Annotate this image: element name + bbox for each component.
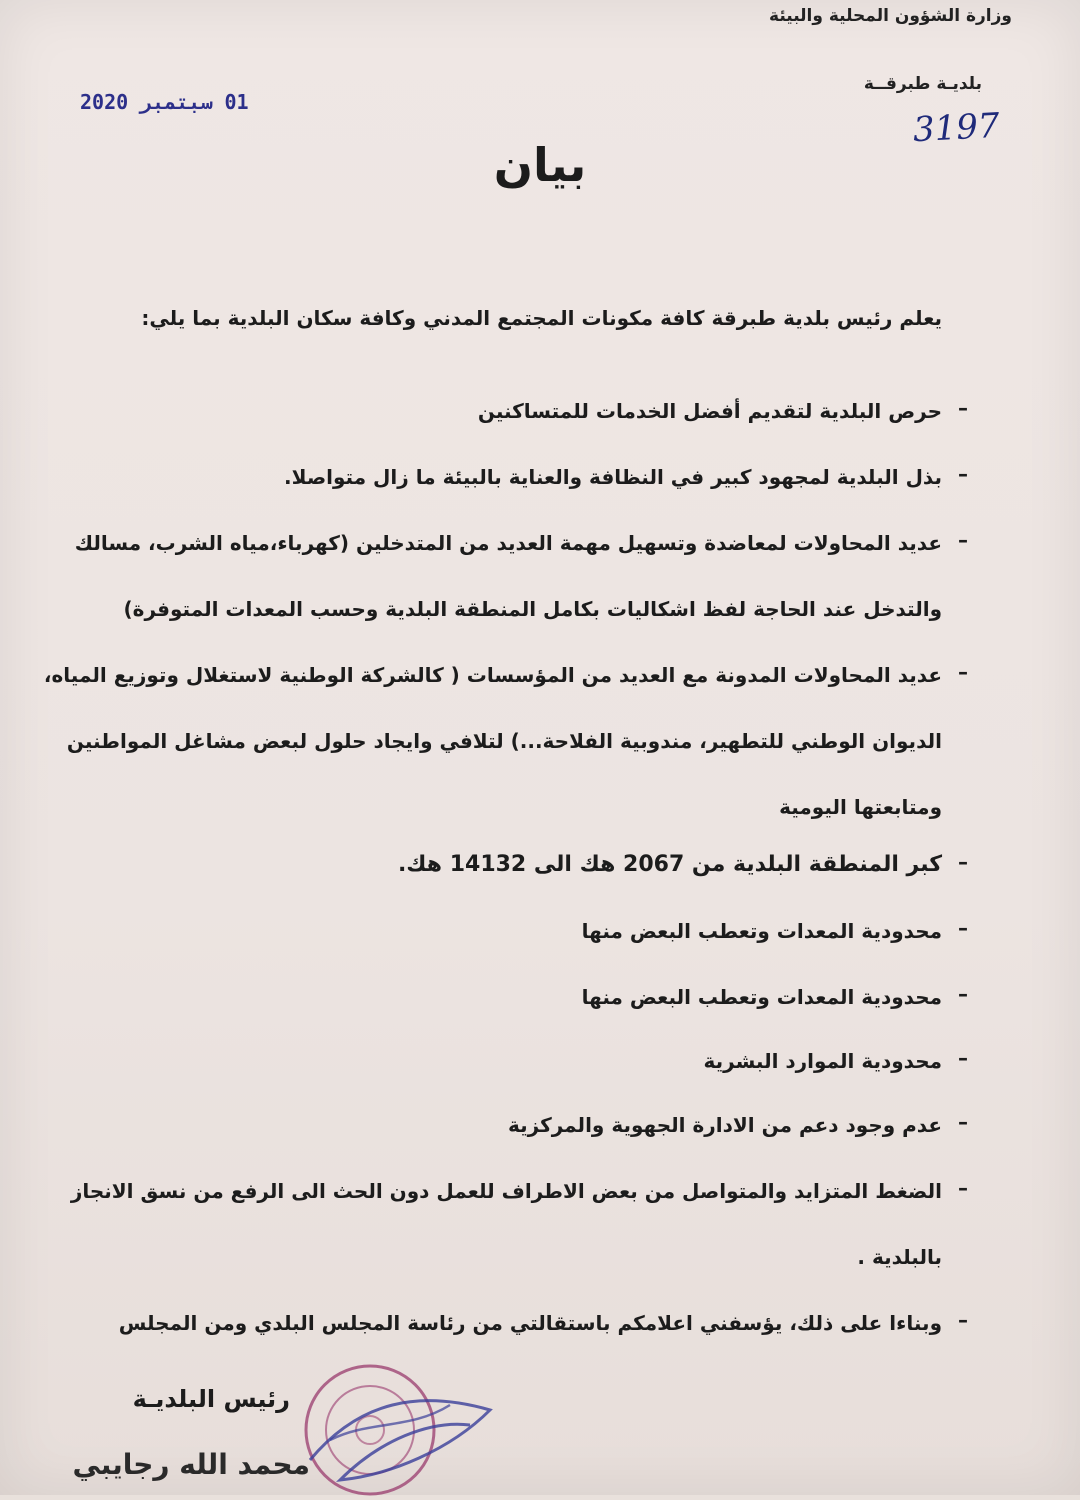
bullet-dash: – [958, 396, 968, 420]
bullet-dash: – [958, 528, 968, 552]
list-item-line: ومتابعتها اليومية [779, 795, 942, 819]
list-item [82, 396, 968, 462]
list-item-line: عدم وجود دعم من الادارة الجهوية والمركزية [508, 1113, 942, 1137]
list-item-line: محدودية الموارد البشرية [703, 1049, 942, 1073]
list-item [82, 1110, 968, 1176]
reference-number: 3197 [912, 105, 1001, 151]
intro-paragraph: يعلم رئيس بلدية طبرقة كافة مكونات المجتمع المدني وكافة سكان البلدية بما يلي: [141, 306, 942, 330]
municipality-header: بلديـة طبرقــة [863, 74, 982, 94]
list-item-line: محدودية المعدات وتعطب البعض منها [581, 985, 942, 1009]
list-item-line: عديد المحاولات المدونة مع العديد من المؤسسات ( كالشركة الوطنية لاستغلال وتوزيع المياه، [43, 663, 942, 687]
list-item-line: بذل البلدية لمجهود كبير في النظافة والعناية بالبيئة ما زال متواصلا. [284, 465, 942, 489]
list-item-line: عديد المحاولات لمعاضدة وتسهيل مهمة العديد من المتدخلين (كهرباء،مياه الشرب، مسالك [74, 531, 942, 555]
signature-scribble-icon [300, 1380, 500, 1490]
bullet-dash: – [958, 850, 968, 874]
list-item [82, 1308, 968, 1374]
list-item [70, 1176, 968, 1308]
bullet-dash: – [958, 1110, 968, 1134]
list-item [82, 462, 968, 528]
list-item-line: كبر المنطقة البلدية من 2067 هك الى 14132 هك. [397, 852, 942, 877]
list-item [82, 850, 968, 916]
list-item [74, 528, 968, 660]
signature-title: رئيس البلديـة [132, 1385, 290, 1413]
bullet-dash: – [958, 462, 968, 486]
list-item-line: وبناءا على ذلك، يؤسفني اعلامكم باستقالتي من رئاسة المجلس البلدي ومن المجلس [118, 1311, 942, 1335]
bullet-dash: – [958, 982, 968, 1006]
ministry-header: وزارة الشؤون المحلية والبيئة [769, 6, 1012, 26]
list-item-line: الديوان الوطني للتطهير، مندوبية الفلاحة...) لتلافي وايجاد حلول لبعض مشاغل المواطنين [66, 729, 942, 753]
signature-name: محمد الله رجايبي [72, 1448, 310, 1481]
bullet-dash: – [958, 1176, 968, 1200]
list-item [82, 982, 968, 1048]
bullet-dash: – [958, 1308, 968, 1332]
list-item-line: بالبلدية . [857, 1245, 942, 1269]
list-item [43, 660, 968, 858]
bullet-dash: – [958, 660, 968, 684]
bullet-dash: – [958, 1046, 968, 1070]
list-item-line: حرص البلدية لتقديم أفضل الخدمات للمتساكنين [477, 399, 942, 423]
document-title: بيان [493, 138, 587, 192]
date-stamp: 01 سبتمبر 2020 [80, 90, 249, 114]
list-item-line: محدودية المعدات وتعطب البعض منها [581, 919, 942, 943]
list-item [82, 916, 968, 982]
list-item-line: والتدخل عند الحاجة لفظ اشكاليات بكامل المنطقة البلدية وحسب المعدات المتوفرة) [123, 597, 942, 621]
bullet-dash: – [958, 916, 968, 940]
list-item-line: الضغط المتزايد والمتواصل من بعض الاطراف للعمل دون الحث الى الرفع من نسق الانجاز [70, 1179, 942, 1203]
list-item [82, 1046, 968, 1112]
